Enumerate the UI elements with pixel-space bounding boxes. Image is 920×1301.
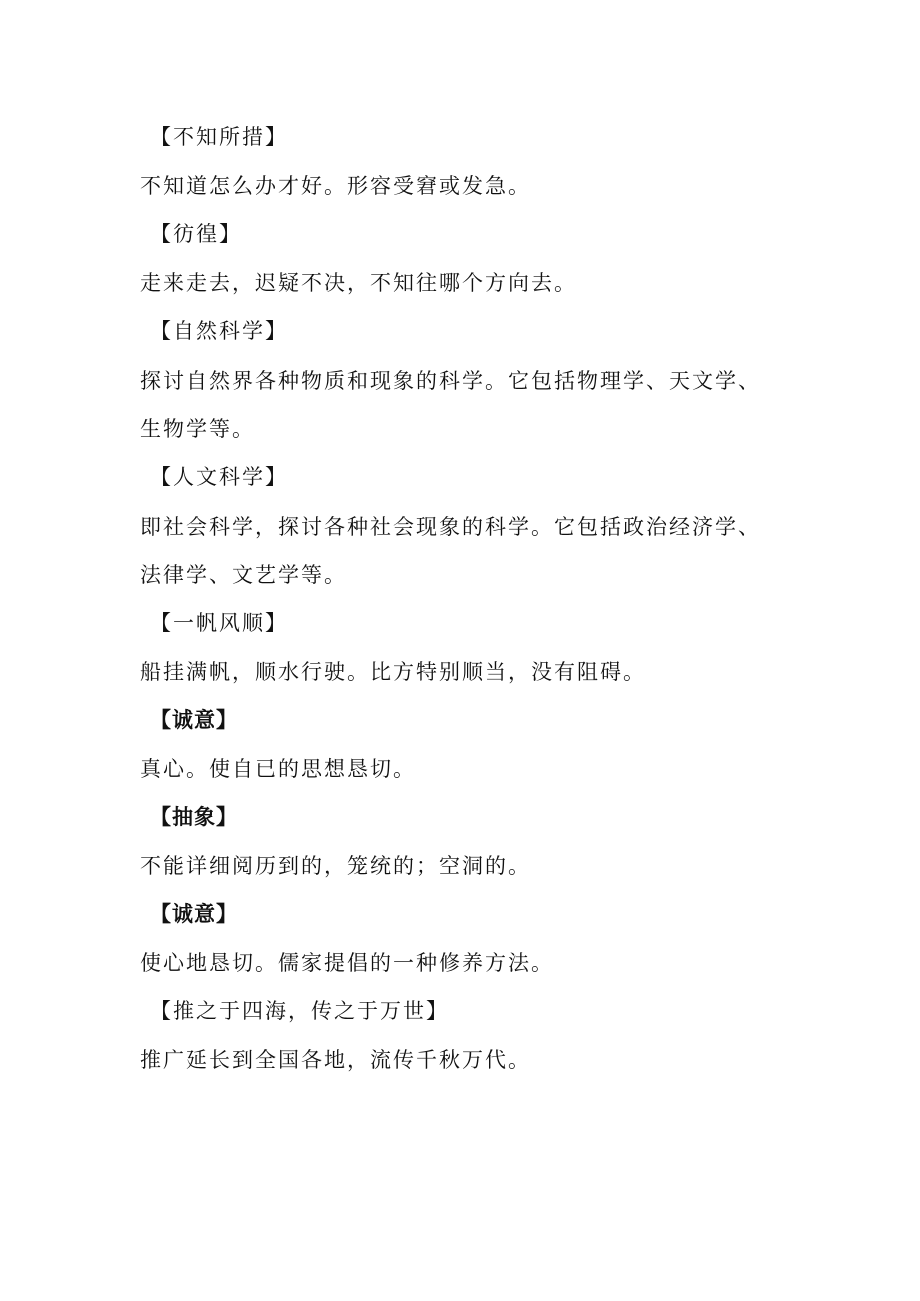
term-heading: 【诚意】 — [150, 902, 238, 926]
definition-line: 走来走去，迟疑不决，不知往哪个方向去。 — [140, 271, 577, 295]
definition-line: 法律学、文艺学等。 — [140, 563, 347, 587]
definition-line: 真心。使自已的思想恳切。 — [140, 757, 416, 781]
definition-line: 即社会科学，探讨各种社会现象的科学。它包括政治经济学、 — [140, 515, 761, 539]
term-heading: 【推之于四海，传之于万世】 — [150, 999, 449, 1023]
definition-line: 探讨自然界各种物质和现象的科学。它包括物理学、天文学、 — [140, 369, 761, 393]
term-heading: 【抽象】 — [150, 805, 238, 829]
definition-line: 不能详细阅历到的，笼统的；空洞的。 — [140, 854, 531, 878]
definition-line: 船挂满帆，顺水行驶。比方特别顺当，没有阻碍。 — [140, 660, 646, 684]
definition-line: 推广延长到全国各地，流传千秋万代。 — [140, 1048, 531, 1072]
term-heading: 【一帆风顺】 — [150, 611, 288, 635]
definition-line: 生物学等。 — [140, 417, 255, 441]
term-heading: 【人文科学】 — [150, 465, 288, 489]
definition-line: 不知道怎么办才好。形容受窘或发急。 — [140, 174, 531, 198]
term-heading: 【诚意】 — [150, 708, 238, 732]
definition-line: 使心地恳切。儒家提倡的一种修养方法。 — [140, 951, 554, 975]
term-heading: 【自然科学】 — [150, 319, 288, 343]
term-heading: 【不知所措】 — [150, 125, 288, 149]
term-heading: 【彷徨】 — [150, 222, 242, 246]
